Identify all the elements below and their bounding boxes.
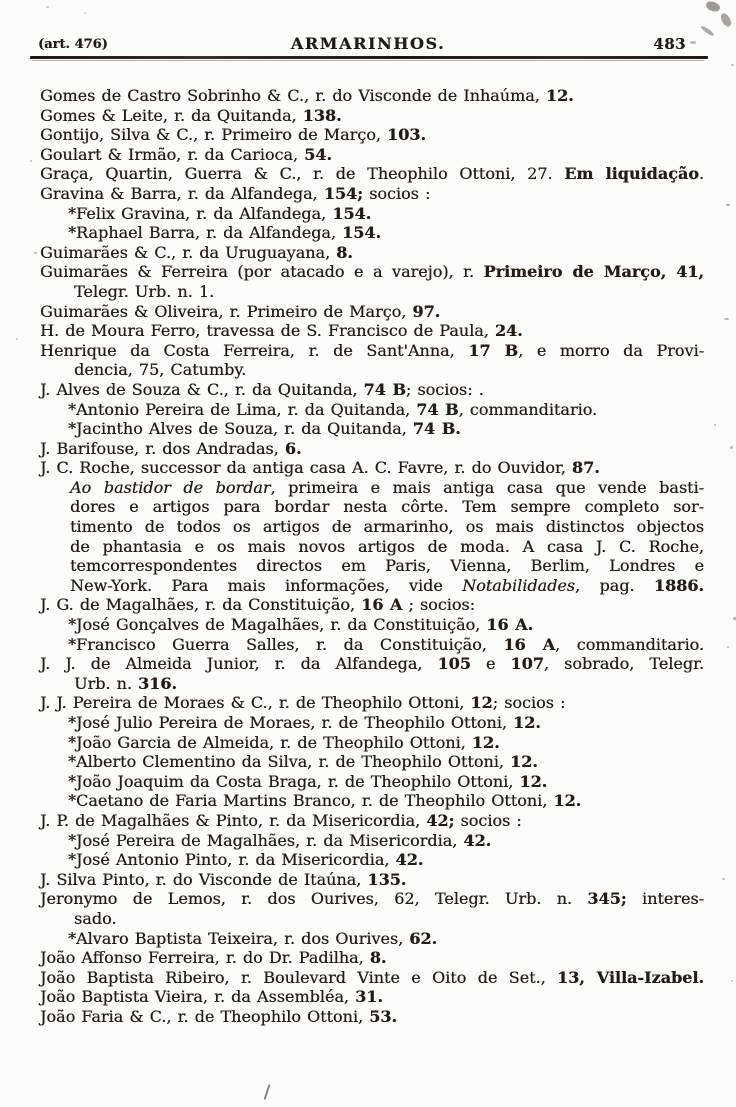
directory-line [0, 635, 736, 655]
directory-line [0, 419, 736, 439]
text-segment: João Faria & C., r. de Theophilo Ottoni, [40, 1006, 370, 1026]
directory-line [0, 889, 736, 909]
text-segment: 12. [553, 791, 582, 811]
text-segment: , primeira e mais antiga casa que vende basti- [270, 477, 705, 497]
page-number: 483 [653, 35, 686, 53]
scan-artifact [690, 41, 696, 44]
scan-artifact [84, 12, 86, 14]
scan-artifact [726, 204, 730, 206]
scan-artifact [34, 252, 37, 254]
text-segment: , commanditario. [458, 399, 598, 419]
text-segment: 74 B [416, 399, 459, 419]
directory-line [0, 850, 736, 870]
text-segment: J. P. de Magalhães & Pinto, r. da Misericordia, [40, 810, 427, 830]
text-segment: ; socios: [402, 595, 476, 615]
text-segment: *Caetano de Faria Martins Branco, r. de Theophilo Ottoni, [68, 791, 554, 811]
text-segment: 316. [138, 673, 177, 693]
text-segment: 12. [509, 752, 538, 772]
text-segment: sado. [74, 908, 117, 928]
directory-line [0, 106, 736, 126]
header-rule [30, 56, 708, 59]
text-segment: Gomes & Leite, r. da Quitanda, [40, 105, 303, 125]
text-segment: Gomes de Castro Sobrinho & C., r. do Visconde de Inhaúma, [40, 86, 546, 105]
directory-line [0, 1007, 736, 1027]
text-segment: temcorrespondentes directos em Paris, Vienna, Berlim, Londres e [70, 556, 704, 576]
text-segment: 12. [471, 732, 500, 752]
text-segment: *José Pereira de Magalhães, r. da Misericordia, [68, 830, 464, 850]
text-segment: Em liquidação [564, 164, 699, 184]
directory-line [0, 517, 736, 537]
text-segment: 97. [412, 301, 441, 321]
text-segment: 12. [513, 713, 541, 732]
text-segment: H. de Moura Ferro, travessa de S. Francisco de Paula, [40, 321, 495, 341]
directory-line [0, 439, 736, 459]
text-segment: 154. [332, 203, 372, 223]
directory-line [0, 400, 736, 420]
text-segment: , e morro da Provi- [518, 340, 705, 360]
text-segment: João Baptista Vieira, r. da Assembléa, [40, 987, 356, 1007]
directory-line [0, 733, 736, 753]
text-segment: 53. [369, 1006, 397, 1026]
text-segment: dores e artigos para bordar nesta côrte. Tem sempre completo sor- [70, 497, 704, 517]
directory-line [0, 556, 736, 576]
directory-line [0, 870, 736, 890]
directory-line [0, 909, 736, 929]
text-segment: Ao bastidor de bordar [70, 477, 271, 497]
directory-line [0, 791, 736, 811]
text-segment: e [470, 654, 511, 674]
directory-line [0, 752, 736, 772]
text-segment: 87. [571, 458, 600, 478]
scan-artifact [727, 646, 729, 648]
text-segment: 62. [409, 928, 438, 948]
directory-line [0, 243, 736, 263]
text-segment: *Alvaro Baptista Teixeira, r. dos Ourives, [68, 928, 410, 948]
text-segment: *Francisco Guerra Salles, r. da Constituição, [68, 634, 504, 654]
text-segment: Primeiro de Março, 41, [483, 262, 705, 282]
text-segment: socios : [363, 183, 431, 203]
directory-line [0, 674, 736, 694]
text-segment: , commanditario. [555, 634, 704, 654]
directory-line [0, 321, 736, 341]
directory-line [0, 615, 736, 635]
directory-line [0, 360, 736, 380]
directory-line [0, 831, 736, 851]
text-segment: 105 [437, 654, 471, 674]
text-segment: 24. [494, 321, 523, 341]
text-segment: dencia, 75, Catumby. [74, 360, 247, 380]
text-segment: 42. [463, 830, 492, 850]
scan-artifact [722, 878, 725, 880]
text-segment: 42; [426, 810, 455, 830]
text-segment: *João Joaquim da Costa Braga, r. de Theophilo Ottoni, [68, 771, 520, 791]
text-segment: 42. [395, 850, 424, 870]
directory-line [0, 948, 736, 968]
scan-artifact [730, 446, 733, 449]
directory-line [0, 693, 736, 713]
text-segment: , sobrado, Telegr. [543, 654, 705, 674]
directory-line [0, 262, 736, 282]
text-segment: *Jacintho Alves de Souza, r. da Quitanda, [68, 419, 413, 439]
text-segment: *Felix Gravina, r. da Alfandega, [68, 203, 333, 223]
text-segment: *João Garcia de Almeida, r. de Theophilo Ottoni, [68, 732, 472, 752]
text-segment: 31. [355, 987, 383, 1007]
text-segment: 1886. [653, 575, 704, 595]
text-segment: J. G. de Magalhães, r. da Constituição, [40, 595, 362, 615]
text-segment: Urb. n. [74, 673, 139, 693]
directory-line [0, 302, 736, 322]
directory-line [0, 987, 736, 1007]
text-segment: 12. [519, 771, 548, 791]
text-segment: J. Silva Pinto, r. do Visconde de Itaúna, [40, 869, 368, 889]
text-segment: Guimarães & C., r. da Uruguayana, [40, 242, 337, 262]
text-segment: Guimarães & Ferreira (por atacado e a varejo), r. [40, 262, 484, 282]
scan-artifact [731, 64, 734, 66]
text-segment: J. J. Pereira de Moraes & C., r. de Theophilo Ottoni, [40, 693, 471, 713]
text-segment: 135. [367, 869, 407, 889]
text-segment: 345; [587, 889, 627, 909]
text-segment: J. Barifouse, r. dos Andradas, [40, 438, 285, 458]
directory-line [0, 164, 736, 184]
text-segment: 6. [284, 438, 302, 458]
scan-artifact [705, 0, 721, 13]
directory-line [0, 125, 736, 145]
text-segment: 138. [302, 105, 342, 125]
directory-line [0, 537, 736, 557]
text-segment: *Alberto Clementino da Silva, r. de Theophilo Ottoni, [68, 752, 510, 772]
scan-artifact [30, 160, 32, 162]
directory-line [0, 576, 736, 596]
text-segment: de phantasia e os mais novos artigos de moda. A casa J. C. Roche, [70, 536, 704, 556]
text-segment: 107 [510, 654, 544, 674]
text-segment: Jeronymo de Lemos, r. dos Ourives, 62, Telegr. Urb. n. [40, 889, 588, 909]
text-segment: 54. [304, 144, 332, 164]
directory-line [0, 380, 736, 400]
text-segment: ; socios : [492, 693, 566, 713]
scan-artifact [714, 424, 716, 426]
directory-line [0, 713, 736, 733]
directory-line [0, 204, 736, 224]
text-segment: *José Gonçalves de Magalhães, r. da Constituição, [68, 615, 487, 635]
text-segment: . [698, 164, 704, 184]
directory-line [0, 772, 736, 792]
text-segment: Gravina & Barra, r. da Alfandega, [40, 183, 324, 203]
directory-line [0, 145, 736, 165]
text-segment: *Raphael Barra, r. da Alfandega, [68, 223, 343, 243]
text-segment: 16 A [503, 634, 556, 654]
text-segment: 12 [470, 693, 493, 713]
directory-line [0, 184, 736, 204]
directory-line [0, 86, 736, 106]
text-segment: Graça, Quartin, Guerra & C., r. de Theophilo Ottoni, 27. [40, 164, 565, 184]
text-segment: J. J. de Almeida Junior, r. da Alfandega, [40, 654, 438, 674]
text-segment: João Affonso Ferreira, r. do Dr. Padilha, [40, 948, 370, 968]
text-segment: 16 A. [486, 615, 534, 635]
scan-artifact [46, 6, 49, 8]
text-segment: Goulart & Irmão, r. da Carioca, [40, 144, 305, 164]
text-segment: interes- [626, 889, 704, 909]
text-segment: J. Alves de Souza & C., r. da Quitanda, [40, 379, 364, 399]
directory-line [0, 458, 736, 478]
text-segment: 8. [336, 242, 353, 262]
directory-line [0, 497, 736, 517]
directory-line [0, 968, 736, 988]
text-segment: 154; [323, 183, 364, 203]
text-segment: Telegr. Urb. n. 1. [74, 281, 215, 301]
text-segment: 8. [369, 948, 387, 968]
text-segment: Guimarães & Oliveira, r. Primeiro de Março, [40, 301, 413, 321]
text-segment: 13, Villa-Izabel. [557, 967, 705, 987]
scan-artifact [724, 318, 729, 320]
directory-line [0, 478, 736, 498]
directory-lines [0, 86, 736, 1027]
text-segment: New-York. Para mais informações, vide [70, 575, 463, 595]
text-segment: Notabilidades [462, 575, 576, 595]
text-segment: Henrique da Costa Ferreira, r. de Sant'Anna, [40, 340, 469, 360]
text-segment: 74 B. [412, 419, 461, 439]
text-segment: , pag. [575, 575, 654, 595]
text-segment: ; socios: . [405, 379, 484, 399]
scan-artifact [264, 1084, 271, 1100]
article-reference: (art. 476) [38, 37, 108, 52]
text-segment: *Antonio Pereira de Lima, r. da Quitanda, [68, 399, 417, 419]
directory-line [0, 929, 736, 949]
text-segment: 74 B [363, 379, 406, 399]
directory-line [0, 223, 736, 243]
text-segment: *José Antonio Pinto, r. da Misericordia, [68, 850, 396, 870]
page-title: ARMARINHOS. [290, 34, 446, 53]
directory-line [0, 595, 736, 615]
scan-artifact [16, 338, 18, 340]
directory-line [0, 811, 736, 831]
text-segment: 103. [387, 125, 426, 145]
text-segment: 16 A [361, 595, 403, 615]
text-segment: socios : [454, 810, 522, 830]
scan-artifact [731, 980, 733, 982]
text-segment: João Baptista Ribeiro, r. Boulevard Vinte e Oito de Set., [40, 967, 558, 987]
directory-line [0, 654, 736, 674]
text-segment: J. C. Roche, successor da antiga casa A. C. Favre, r. do Ouvidor, [40, 458, 572, 478]
text-segment: 17 B [468, 340, 519, 360]
scan-artifact [719, 12, 733, 28]
text-segment: *José Julio Pereira de Moraes, r. de Theophilo Ottoni, [68, 713, 513, 732]
text-segment: 154. [342, 223, 382, 243]
directory-line [0, 341, 736, 361]
directory-line [0, 282, 736, 302]
text-segment: 12. [545, 86, 574, 105]
text-segment: timento de todos os artigos de armarinho, os mais distinctos objectos [70, 517, 704, 537]
text-segment: Gontijo, Silva & C., r. Primeiro de Março, [40, 125, 387, 145]
